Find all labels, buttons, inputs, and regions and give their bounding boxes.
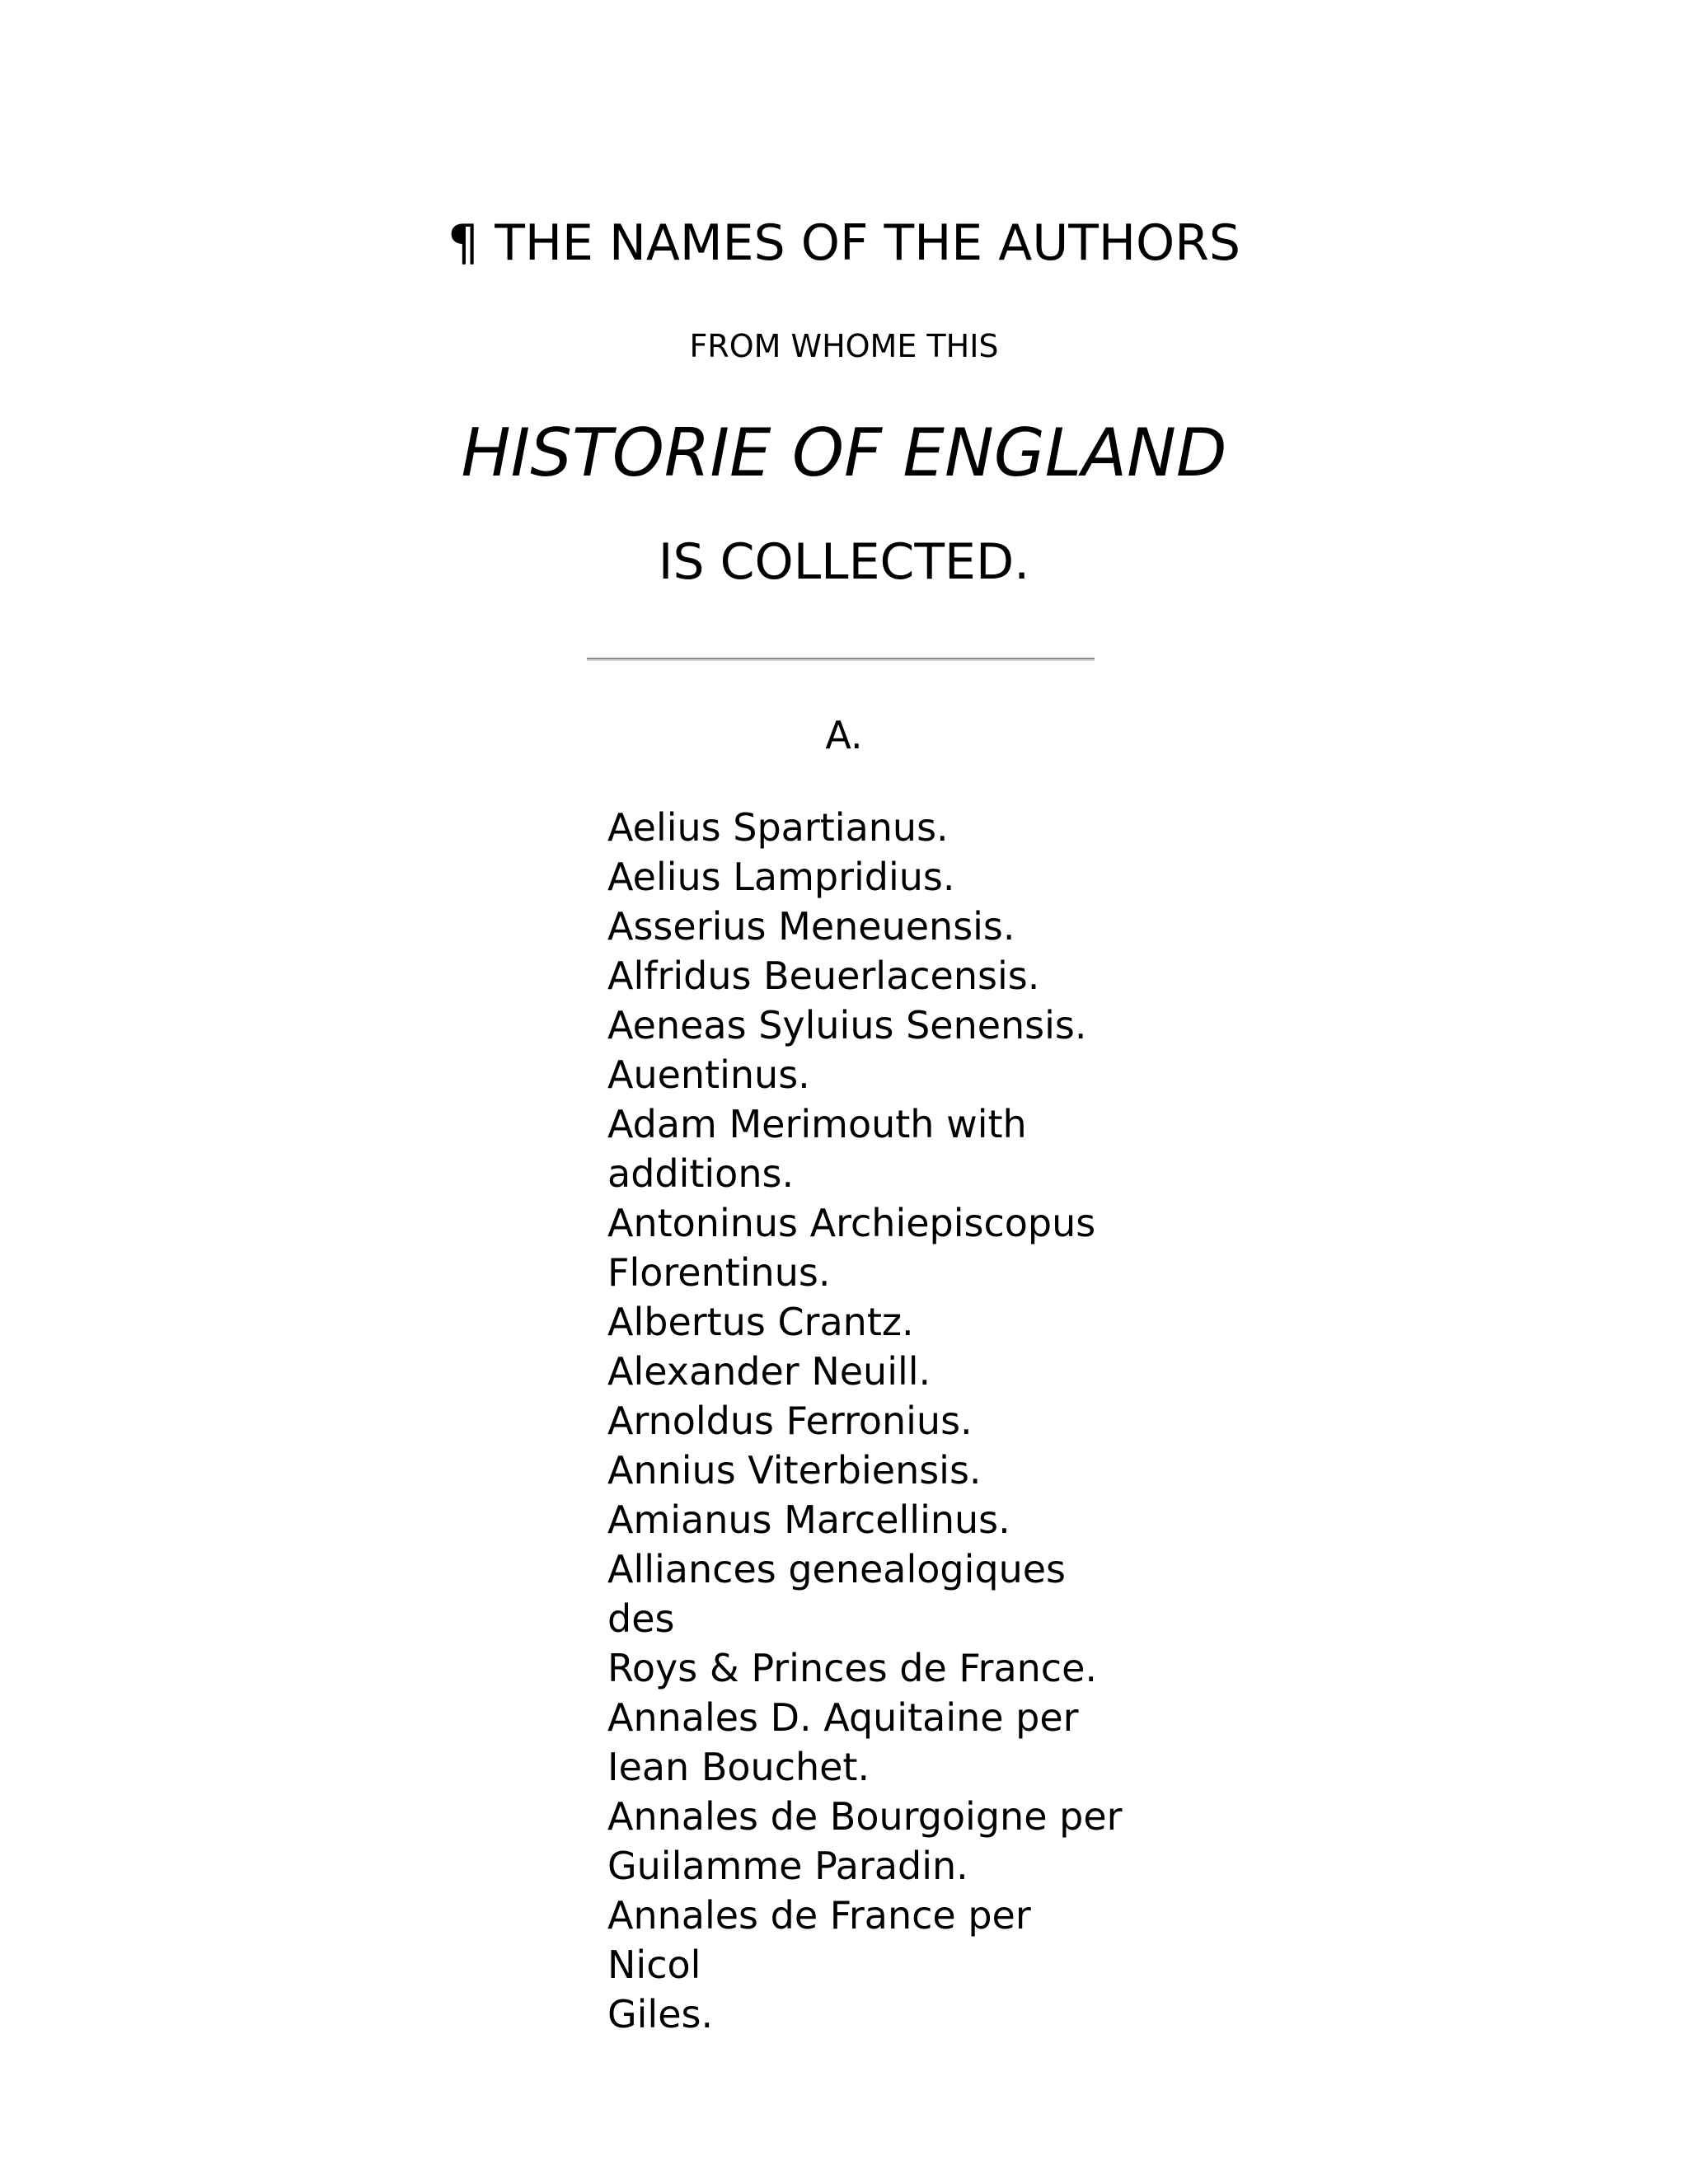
- list-item: Annius Viterbiensis.: [607, 1448, 982, 1493]
- list-item: Amianus Marcellinus.: [607, 1497, 1010, 1542]
- list-item: Alexander Neuill.: [607, 1349, 931, 1394]
- list-item: Aelius Spartianus.: [607, 805, 949, 850]
- list-item: Florentinus.: [607, 1250, 831, 1295]
- list-item: Alfridus Beuerlacensis.: [607, 954, 1040, 998]
- heading-title: ¶ THE NAMES OF THE AUTHORS: [447, 214, 1241, 272]
- author-list: [607, 803, 1135, 2039]
- list-item: Adam Merimouth with: [607, 1102, 1027, 1146]
- list-item: Aeneas Syluius Senensis.: [607, 1003, 1087, 1047]
- heading-closing: IS COLLECTED.: [658, 533, 1030, 591]
- list-item: Auentinus.: [607, 1052, 810, 1097]
- list-item: Roys & Princes de France.: [607, 1646, 1098, 1690]
- list-item: Antoninus Archiepiscopus: [607, 1201, 1096, 1245]
- list-item: Alliances genealogiques des: [607, 1547, 1066, 1641]
- list-item: Guilamme Paradin.: [607, 1844, 968, 1888]
- section-letter: A.: [825, 713, 863, 757]
- horizontal-divider: [587, 658, 1095, 661]
- heading-subtitle: FROM WHOME THIS: [689, 328, 999, 364]
- list-item: additions.: [607, 1151, 795, 1196]
- list-item: Arnoldus Ferronius.: [607, 1399, 973, 1443]
- list-item: Annales D. Aquitaine per: [607, 1695, 1079, 1740]
- heading-book-title: HISTORIE OF ENGLAND: [461, 415, 1227, 491]
- list-item: Albertus Crantz.: [607, 1300, 914, 1344]
- list-item: Annales de France per Nicol: [607, 1893, 1031, 1987]
- list-item: Giles.: [607, 1992, 714, 2036]
- list-item: Iean Bouchet.: [607, 1745, 870, 1789]
- list-item: Aelius Lampridius.: [607, 855, 955, 899]
- list-item: Annales de Bourgoigne per: [607, 1794, 1123, 1839]
- list-item: Asserius Meneuensis.: [607, 904, 1015, 949]
